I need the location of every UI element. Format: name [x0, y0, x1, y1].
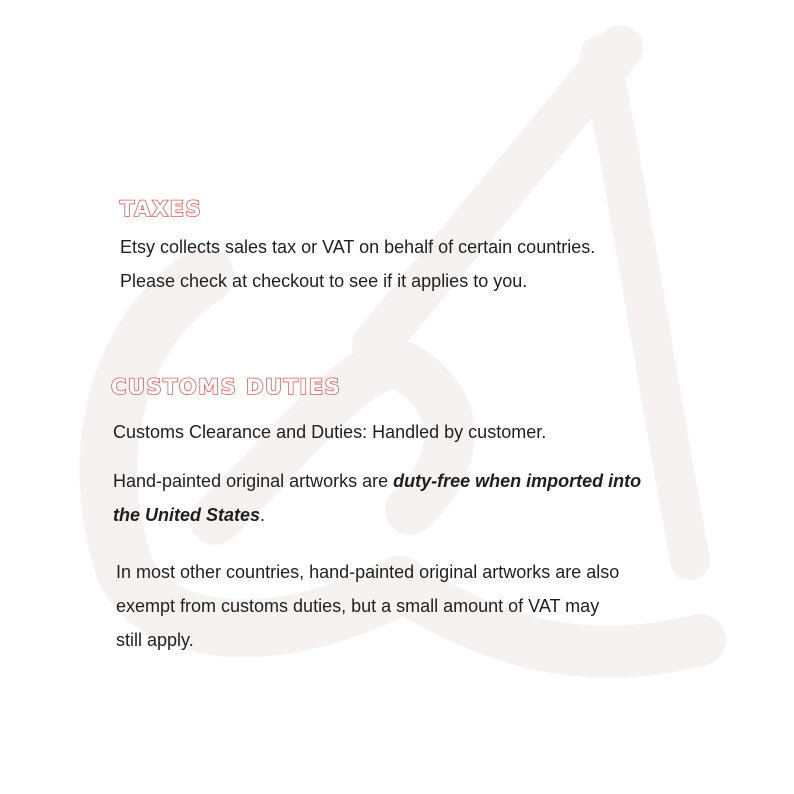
duty-free-emphasis-1: duty-free when imported into: [393, 471, 642, 491]
customs-duties-heading: CUSTOMS DUTIES: [111, 375, 342, 399]
duty-free-intro: Hand-painted original artworks are: [113, 471, 394, 491]
other-countries-paragraph: [116, 555, 696, 657]
other-countries-line-1: In most other countries, hand-painted original artworks are also: [116, 562, 620, 582]
other-countries-line-3: still apply.: [116, 630, 194, 650]
customs-clearance-paragraph: Customs Clearance and Duties: Handled by customer.: [113, 422, 547, 442]
duty-free-emphasis-2: the United States: [113, 505, 261, 525]
taxes-heading: TAXES: [120, 197, 203, 221]
taxes-line-1: Etsy collects sales tax or VAT on behalf of certain countries.: [120, 237, 596, 257]
duty-free-period: .: [260, 505, 266, 525]
duty-free-paragraph: [113, 464, 713, 532]
taxes-paragraph: [120, 230, 740, 298]
taxes-line-2: Please check at checkout to see if it applies to you.: [120, 271, 528, 291]
other-countries-line-2: exempt from customs duties, but a small amount of VAT may: [116, 596, 600, 616]
